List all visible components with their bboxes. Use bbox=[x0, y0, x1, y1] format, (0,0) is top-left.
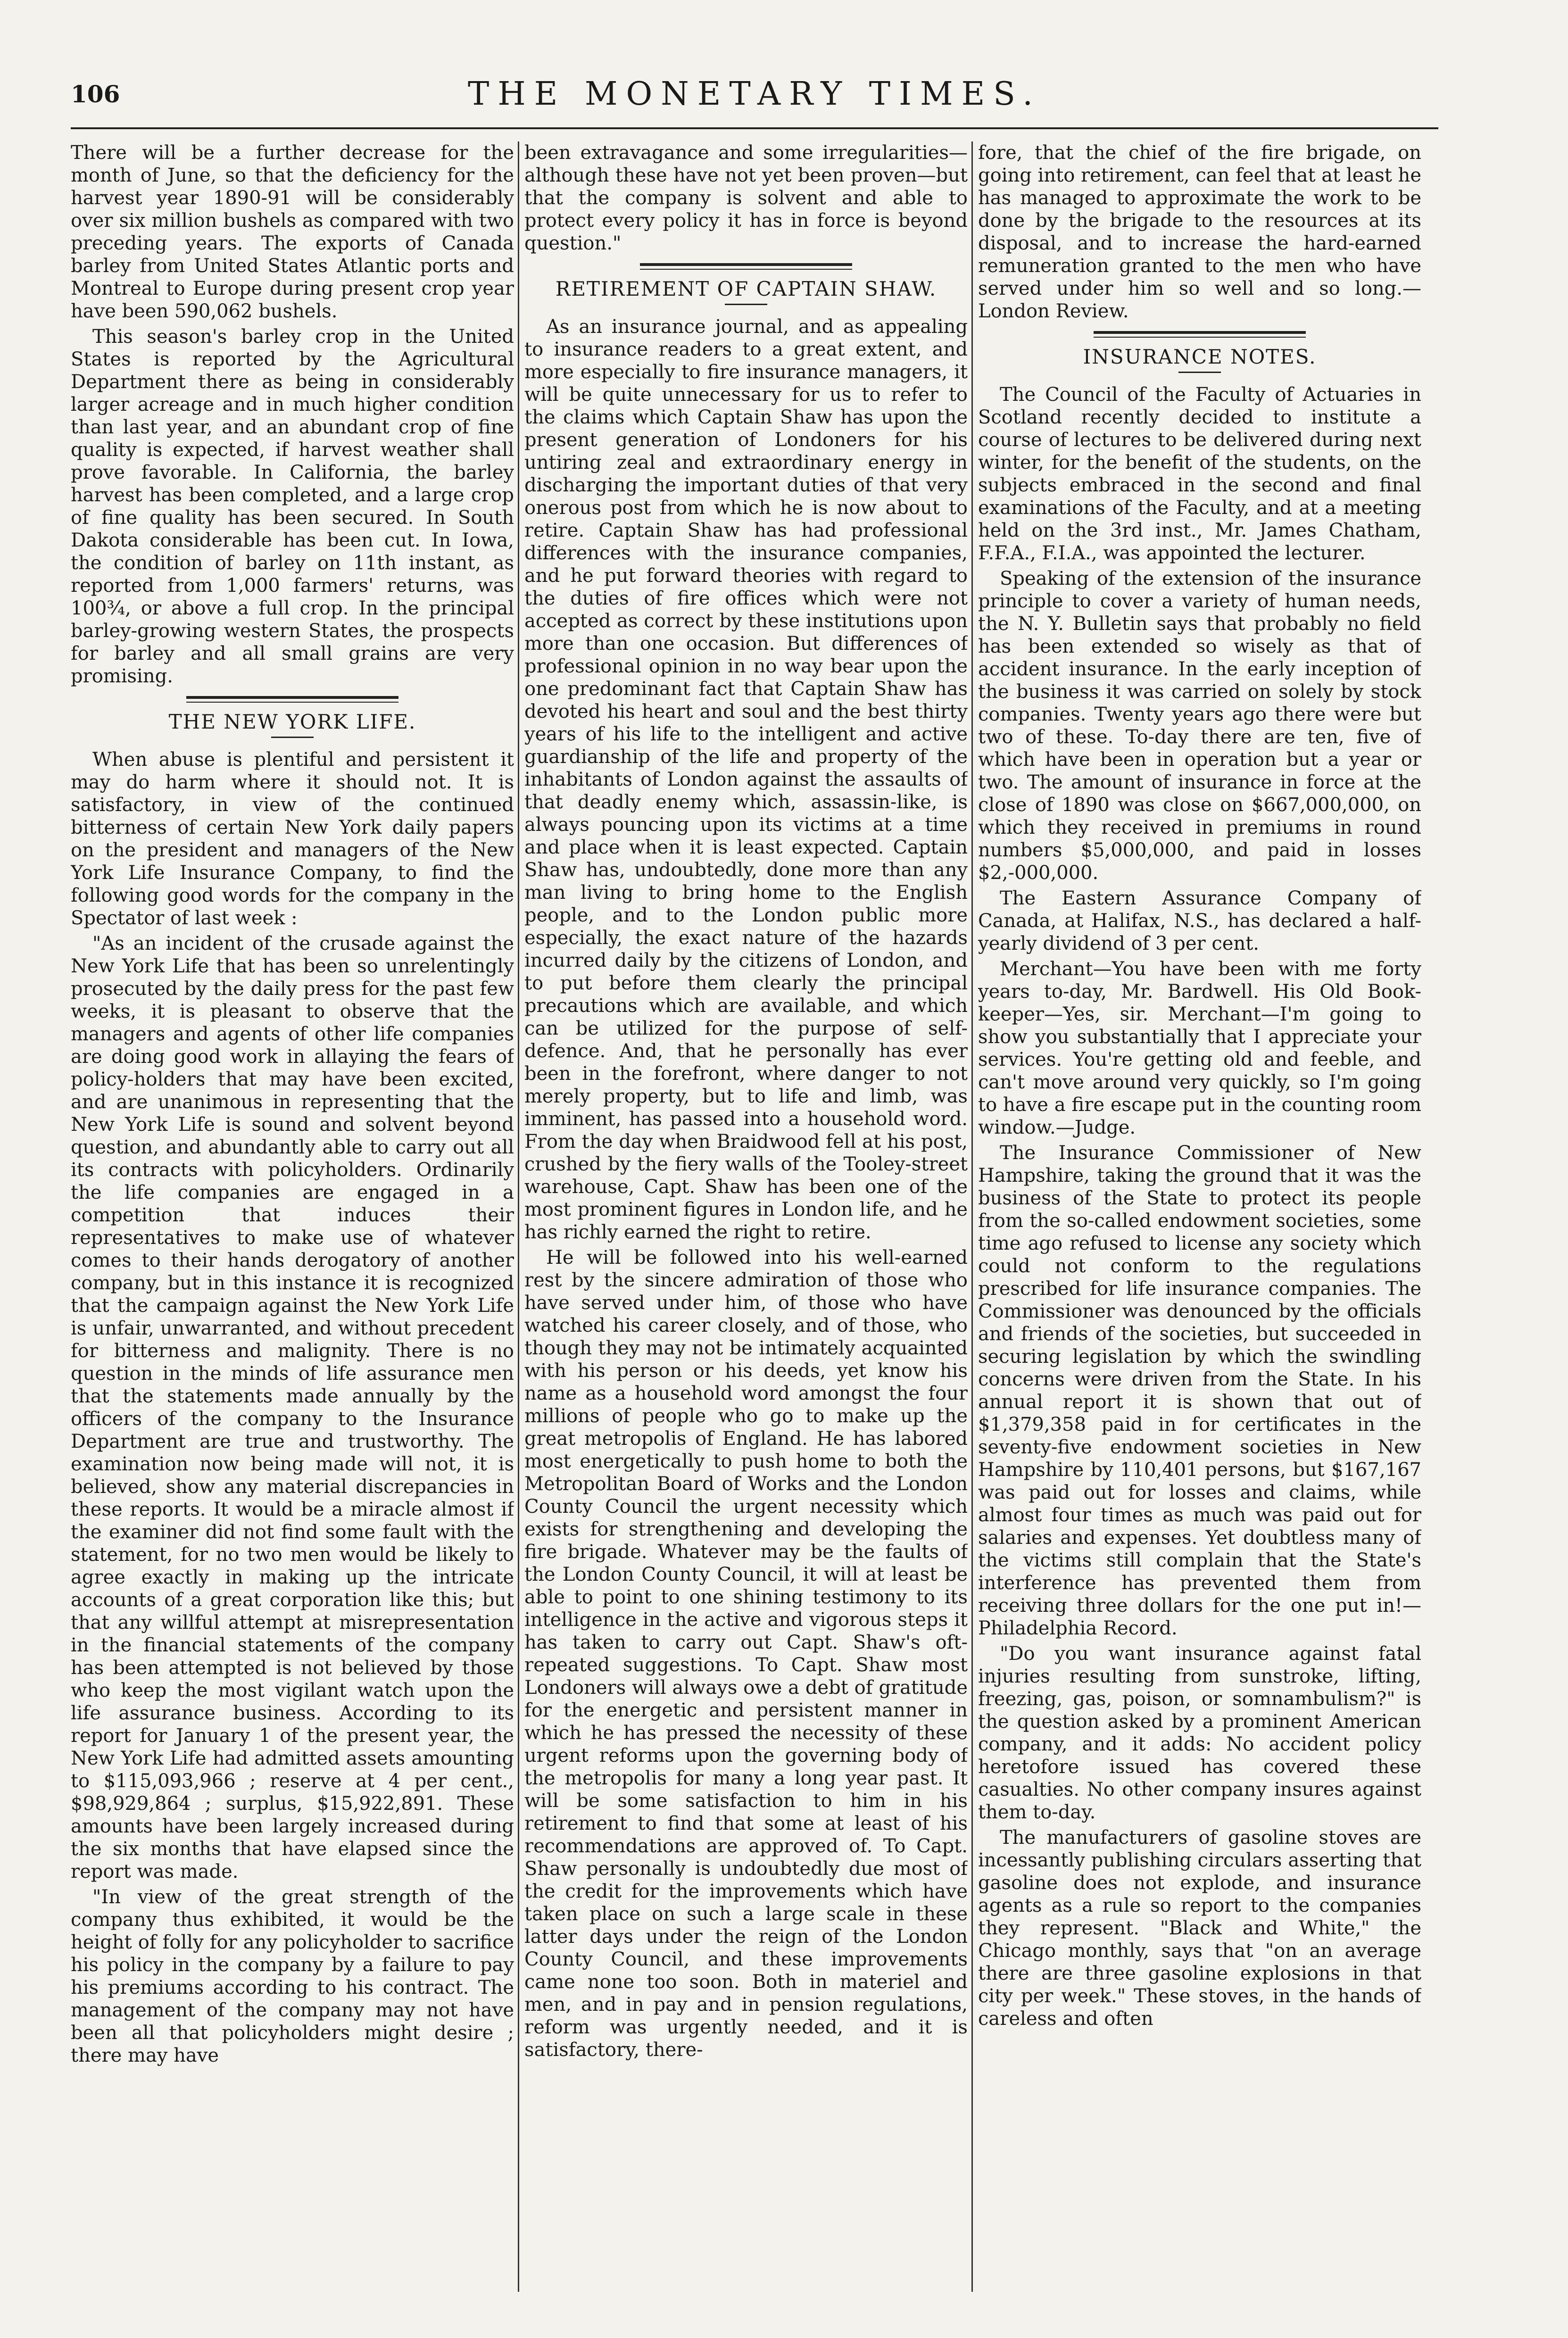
masthead: THE MONETARY TIMES. bbox=[467, 75, 1042, 113]
heading-underline bbox=[1178, 372, 1221, 373]
paragraph: The Insurance Commissioner of New Hampshire, taking the ground that it was the business of the State to protect its people from the so-called endowment societies, some time ago refused to license any society which could not conform to the regulations prescribed for life insurance companies. The Commissioner was denounced by the officials and friends of the societies, but succeeded in securing legislation by which the swindling concerns were driven from the State. In his annual report it is shown that out of $1,379,358 paid in for certificates in the seventy-five endowment societies in New Hampshire by 110,401 persons, but $167,167 was paid out for losses and claims, while almost four times as much was paid out for salaries and expenses. Yet doubtless many of the victims still complain that the State's interference has prevented them from receiving three dollars for the one put in!—Philadelphia Record. bbox=[978, 1142, 1421, 1640]
paragraph: Merchant—You have been with me forty years to-day, Mr. Bardwell. His Old Book-keeper—Yes, sir. Merchant—I'm going to show you substantially that I appreciate your services. You're getting old and feeble, and can't move around very quickly, so I'm going to have a fire escape put in the counting room window.—Judge. bbox=[978, 958, 1421, 1139]
column-divider bbox=[518, 141, 519, 2292]
paragraph: The Eastern Assurance Company of Canada, at Halifax, N.S., has declared a half-yearly dividend of 3 per cent. bbox=[978, 887, 1421, 955]
article-heading: INSURANCE NOTES. bbox=[1083, 345, 1317, 368]
paragraph: Speaking of the extension of the insurance principle to cover a variety of human needs, the N. Y. Bulletin says that probably no field has been extended so wisely as that of accident insurance. In the early inception of the business it was carried on solely by stock companies. Twenty years ago there were but two of these. To-day there are ten, five of which have been in operation but a year or two. The amount of insurance in force at the close of 1890 was close on $667,000,000, on which they received in premiums in round numbers $5,000,000, and paid in losses $2,-000,000. bbox=[978, 568, 1421, 884]
column-divider bbox=[971, 141, 973, 2292]
paragraph: "As an incident of the crusade against the New York Life that has been so unrelentingly prosecuted by the daily press for the past few weeks, it is pleasant to observe that the managers and agents of other life companies are doing good work in allaying the fears of policy-holders that may have been excited, and are unanimous in representing that the New York Life is sound and solvent beyond question, and abundantly able to carry out all its contracts with policyholders. Ordinarily the life companies are engaged in a competition that induces their representatives to make use of whatever comes to their hands derogatory of another company, but in this instance it is recognized that the campaign against the New York Life is unfair, unwarranted, and without precedent for bitterness and malignity. There is no question in the minds of life assurance men that the statements made annually by the officers of the company to the Insurance Department are true and trustworthy. The examination now being made will not, it is believed, show any material discrepancies in these reports. It would be a miracle almost if the examiner did not find some fault with the statement, for no two men would be likely to agree exactly in making up the intricate accounts of a great corporation like this; but that any willful attempt at misrepresentation in the financial statements of the company has been attempted is not believed by those who keep the most vigilant watch upon the life assurance business. According to its report for January 1 of the present year, the New York Life had admitted assets amounting to $115,093,966 ; reserve at 4 per cent., $98,929,864 ; surplus, $15,922,891. These amounts have been largely increased during the six months that have elapsed since the report was made. bbox=[71, 933, 514, 1883]
section-separator bbox=[1094, 331, 1306, 338]
paragraph: "In view of the great strength of the company thus exhibited, it would be the height of folly for any policyholder to sacrifice his policy in the company by a failure to pay his premiums according to his contract. The management of the company may not have been all that policyholders might desire ; there may have bbox=[71, 1886, 514, 2067]
article-heading: RETIREMENT OF CAPTAIN SHAW. bbox=[555, 277, 937, 300]
page-number: 106 bbox=[71, 80, 120, 108]
paragraph: He will be followed into his well-earned rest by the sincere admiration of those who have served under him, of those who have watched his career closely, and of those, who though they may not be intimately acquainted with his person or his deeds, yet know his name as a household word amongst the four millions of people who go to make up the great metropolis of England. He has labored most energetically to push home to both the Metropolitan Board of Works and the London County Council the urgent necessity which exists for strengthening and developing the fire brigade. Whatever may be the faults of the London County Council, it will at least be able to point to one shining testimony to its intelligence in the active and vigorous steps it has taken to carry out Capt. Shaw's oft-repeated suggestions. To Capt. Shaw most Londoners will always owe a debt of gratitude for the energetic and persistent manner in which he has pressed the necessity of these urgent reforms upon the governing body of the metropolis for many a long year past. It will be some satisfaction to him in his retirement to find that some at least of his recommendations are approved of. To Capt. Shaw personally is undoubtedly due most of the credit for the improvements which have taken place on such a large scale in these latter days under the reign of the London County Council, and these improvements came none too soon. Both in materiel and men, and in pay and in pension regulations, reform was urgently needed, and it is satisfactory, there- bbox=[524, 1247, 968, 2061]
page-header bbox=[71, 71, 1438, 129]
heading-underline bbox=[271, 737, 314, 738]
section-separator bbox=[640, 263, 852, 270]
paragraph: When abuse is plentiful and persistent it may do harm where it should not. It is satisfactory, in view of the continued bitterness of certain New York daily papers on the president and managers of the New York Life Insurance Company, to find the following good words for the company in the Spectator of last week : bbox=[71, 749, 514, 929]
article-heading: THE NEW YORK LIFE. bbox=[168, 710, 416, 733]
column-2 bbox=[524, 141, 968, 2301]
paragraph: This season's barley crop in the United States is reported by the Agricultural Department there as being in considerably larger acreage and in much higher condition than last year, and an abundant crop of fine quality is expected, if harvest weather shall prove favorable. In California, the barley harvest has been completed, and a large crop of fine quality has been secured. In South Dakota considerable has been cut. In Iowa, the condition of barley on 11th instant, as reported from 1,000 farmers' returns, was 100¾, or above a full crop. In the principal barley-growing western States, the prospects for barley and all small grains are very promising. bbox=[71, 326, 514, 687]
paragraph: "Do you want insurance against fatal injuries resulting from sunstroke, lifting, freezing, gas, poison, or somnambulism?" is the question asked by a prominent American company, and it adds: No accident policy heretofore issued has covered these casualties. No other company insures against them to-day. bbox=[978, 1643, 1421, 1824]
paragraph: been extravagance and some irregularities—although these have not yet been proven—but that the company is solvent and able to protect every policy it has in force is beyond question." bbox=[524, 142, 968, 254]
column-3 bbox=[978, 141, 1421, 2301]
heading-underline bbox=[725, 304, 767, 305]
paragraph: There will be a further decrease for the month of June, so that the deficiency for the harvest year 1890-91 will be considerably over six million bushels as compared with two preceding years. The exports of Canada barley from United States Atlantic ports and Montreal to Europe during present crop year have been 590,062 bushels. bbox=[71, 142, 514, 322]
column-1 bbox=[71, 141, 514, 2301]
paragraph: fore, that the chief of the fire brigade, on going into retirement, can feel that at least he has managed to approximate the work to be done by the brigade to the resources at its disposal, and to increase the hard-earned remuneration granted to the men who have served under him so well and so long.—London Review. bbox=[978, 142, 1421, 322]
section-separator bbox=[186, 696, 398, 703]
paragraph: As an insurance journal, and as appealing to insurance readers to a great extent, and more especially to fire insurance managers, it will be quite unnecessary for us to refer to the claims which Captain Shaw has upon the present generation of Londoners for his untiring zeal and extraordinary energy in discharging the important duties of that very onerous post from which he is now about to retire. Captain Shaw has had professional differences with the insurance companies, and he put forward theories with regard to the duties of fire offices which were not accepted as correct by these institutions upon more than one occasion. But differences of professional opinion in no way bear upon the one predominant fact that Captain Shaw has devoted his heart and soul and the best thirty years of his life to the intelligent and active guardianship of the life and property of the inhabitants of London against the assaults of that deadly enemy which, assassin-like, is always pouncing upon its victims at a time and place when it is least expected. Captain Shaw has, undoubtedly, done more than any man living to bring home to the English people, and to the London public more especially, the exact nature of the hazards incurred daily by the citizens of London, and to put before them clearly the principal precautions which are available, and which can be utilized for the purpose of self-defence. And, that he personally has ever been in the forefront, where danger to not merely property, but to life and limb, was imminent, has passed into a household word. From the day when Braidwood fell at his post, crushed by the fiery walls of the Tooley-street warehouse, Capt. Shaw has been one of the most prominent figures in London life, and he has richly earned the right to retire. bbox=[524, 316, 968, 1244]
paragraph: The manufacturers of gasoline stoves are incessantly publishing circulars asserting that gasoline does not explode, and insurance agents as a rule so report to the companies they represent. "Black and White," the Chicago monthly, says that "on an average there are three gasoline explosions in that city per week." These stoves, in the hands of careless and often bbox=[978, 1827, 1421, 2030]
paragraph: The Council of the Faculty of Actuaries in Scotland recently decided to institute a course of lectures to be delivered during next winter, for the benefit of the students, on the subjects embraced in the second and final examinations of the Faculty, and at a meeting held on the 3rd inst., Mr. James Chatham, F.F.A., F.I.A., was appointed the lecturer. bbox=[978, 384, 1421, 564]
